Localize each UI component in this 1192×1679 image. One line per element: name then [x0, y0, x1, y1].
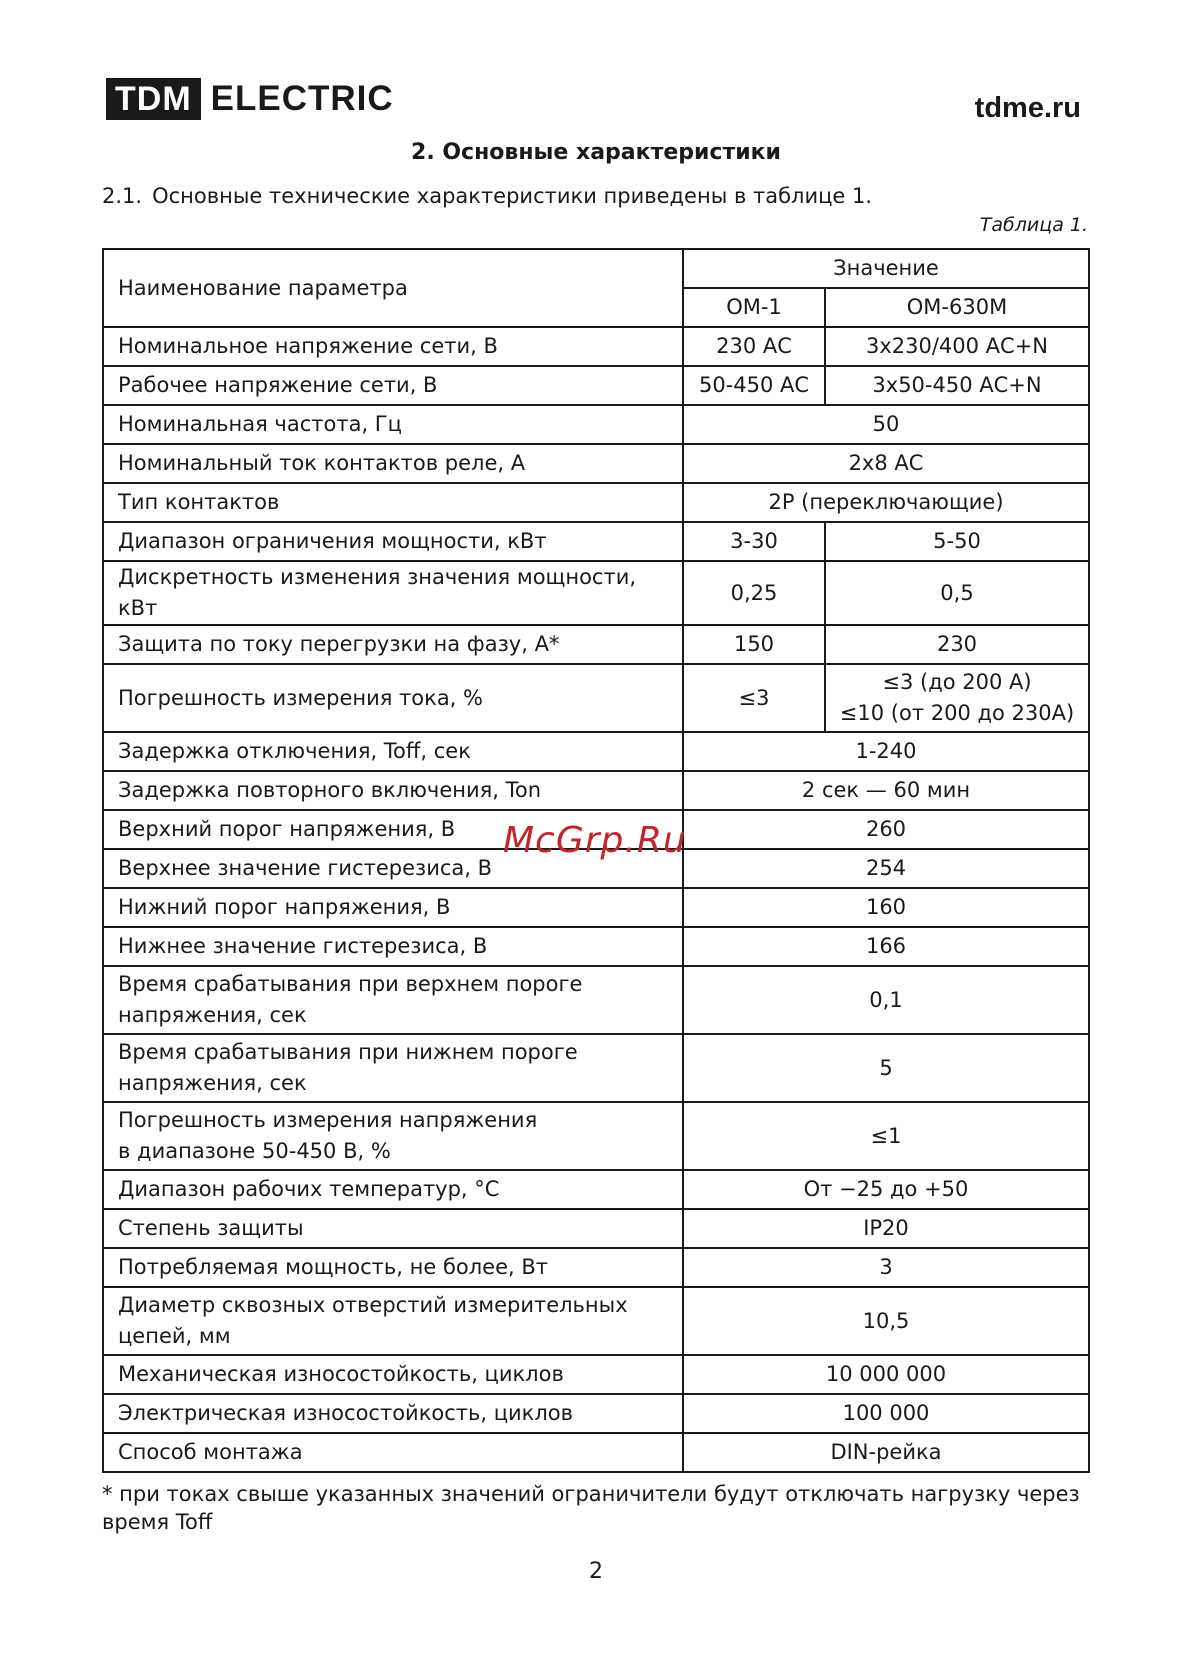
value-cell-om630m: 3х230/400 АС+N [825, 327, 1089, 366]
value-cell-om630m: 3х50-450 АС+N [825, 366, 1089, 405]
header-model-om1: ОМ-1 [683, 288, 825, 327]
value-cell-shared: 1-240 [683, 732, 1089, 771]
param-cell: Задержка повторного включения, Ton [103, 771, 683, 810]
intro-text: Основные технические характеристики приведены в таблице 1. [152, 184, 873, 208]
table-row [103, 1102, 1089, 1170]
param-cell: Задержка отключения, Toff, сек [103, 732, 683, 771]
param-cell: Механическая износостойкость, циклов [103, 1355, 683, 1394]
table-row [103, 1355, 1089, 1394]
table-row [103, 483, 1089, 522]
value-cell-shared: 2Р (переключающие) [683, 483, 1089, 522]
param-cell: Верхний порог напряжения, В [103, 810, 683, 849]
value-cell-shared: 160 [683, 888, 1089, 927]
param-line: Время срабатывания при нижнем пороге [118, 1040, 578, 1064]
table-row [103, 522, 1089, 561]
value-cell-om630m: 230 [825, 625, 1089, 664]
value-cell-om630m: 5-50 [825, 522, 1089, 561]
table-row [103, 366, 1089, 405]
table-row [103, 927, 1089, 966]
param-cell: Диапазон ограничения мощности, кВт [103, 522, 683, 561]
table-row [103, 1394, 1089, 1433]
param-cell: Степень защиты [103, 1209, 683, 1248]
value-cell-shared: 5 [683, 1034, 1089, 1102]
param-cell: Верхнее значение гистерезиса, В [103, 849, 683, 888]
table-caption: Таблица 1. [979, 214, 1088, 236]
value-cell-om1: 230 АС [683, 327, 825, 366]
table-row [103, 1034, 1089, 1102]
param-line: Погрешность измерения напряжения [118, 1108, 538, 1132]
table-row [103, 1170, 1089, 1209]
param-cell [103, 1102, 683, 1170]
site-url[interactable]: tdme.ru [974, 92, 1081, 124]
param-line: напряжения, сек [118, 1003, 307, 1027]
param-cell: Нижнее значение гистерезиса, В [103, 927, 683, 966]
value-cell-shared: IP20 [683, 1209, 1089, 1248]
value-cell-om1: 50-450 АС [683, 366, 825, 405]
param-cell: Номинальное напряжение сети, В [103, 327, 683, 366]
value-cell-shared: 100 000 [683, 1394, 1089, 1433]
section-title: 2. Основные характеристики [411, 140, 781, 165]
header-value: Значение [683, 249, 1089, 288]
value-cell-shared: 2 сек — 60 мин [683, 771, 1089, 810]
tdm-electric-logo [106, 78, 394, 120]
table-row [103, 625, 1089, 664]
value-cell-shared: 260 [683, 810, 1089, 849]
value-cell-shared: 3 [683, 1248, 1089, 1287]
param-cell [103, 1034, 683, 1102]
value-cell-shared: 2х8 АС [683, 444, 1089, 483]
value-cell-shared: 254 [683, 849, 1089, 888]
value-cell-shared: 0,1 [683, 966, 1089, 1034]
value-cell-shared: 10 000 000 [683, 1355, 1089, 1394]
value-cell-om1: 0,25 [683, 561, 825, 625]
param-line: Время срабатывания при верхнем пороге [118, 972, 583, 996]
table-row [103, 405, 1089, 444]
param-line: в диапазоне 50-450 В, % [118, 1139, 391, 1163]
param-line: Диаметр сквозных отверстий измерительных [118, 1293, 628, 1317]
value-line: ≤3 (до 200 А) [882, 670, 1032, 694]
table-row [103, 327, 1089, 366]
value-cell-om630m [825, 664, 1089, 732]
value-cell-shared: DIN-рейка [683, 1433, 1089, 1472]
value-cell-om630m: 0,5 [825, 561, 1089, 625]
table-row [103, 1248, 1089, 1287]
table-row [103, 444, 1089, 483]
table-row [103, 771, 1089, 810]
param-cell: Рабочее напряжение сети, В [103, 366, 683, 405]
table-row [103, 664, 1089, 732]
table-row [103, 1433, 1089, 1472]
param-cell: Погрешность измерения тока, % [103, 664, 683, 732]
watermark: McGrp.Ru [503, 820, 687, 861]
table-row [103, 561, 1089, 625]
header-model-om630m: ОМ-630М [825, 288, 1089, 327]
param-line: цепей, мм [118, 1324, 231, 1348]
param-cell [103, 966, 683, 1034]
param-line: напряжения, сек [118, 1071, 307, 1095]
intro-number: 2.1. [102, 184, 143, 208]
param-cell: Тип контактов [103, 483, 683, 522]
value-cell-om1: ≤3 [683, 664, 825, 732]
table-row [103, 732, 1089, 771]
intro-paragraph [102, 184, 872, 208]
header-param: Наименование параметра [103, 249, 683, 327]
value-cell-shared: От −25 до +50 [683, 1170, 1089, 1209]
value-cell-om1: 3-30 [683, 522, 825, 561]
page-number: 2 [589, 1559, 603, 1584]
param-cell: Электрическая износостойкость, циклов [103, 1394, 683, 1433]
param-cell: Номинальная частота, Гц [103, 405, 683, 444]
param-cell: Номинальный ток контактов реле, А [103, 444, 683, 483]
logo-text: ELECTRIC [210, 79, 394, 118]
param-cell: Потребляемая мощность, не более, Вт [103, 1248, 683, 1287]
table-row [103, 966, 1089, 1034]
table-row [103, 1209, 1089, 1248]
value-cell-shared: 10,5 [683, 1287, 1089, 1355]
table-header-row [103, 249, 1089, 288]
footnote: * при токах свыше указанных значений ограничители будут отключать нагрузку через время Toff [102, 1482, 1080, 1534]
table-row [103, 1287, 1089, 1355]
param-cell: Диапазон рабочих температур, °С [103, 1170, 683, 1209]
table-row [103, 888, 1089, 927]
value-cell-shared: ≤1 [683, 1102, 1089, 1170]
param-cell: Дискретность изменения значения мощности, кВт [103, 561, 683, 625]
param-cell: Способ монтажа [103, 1433, 683, 1472]
value-cell-om1: 150 [683, 625, 825, 664]
value-cell-shared: 50 [683, 405, 1089, 444]
logo-box: TDM [106, 78, 201, 120]
param-cell: Защита по току перегрузки на фазу, А* [103, 625, 683, 664]
param-cell [103, 1287, 683, 1355]
value-line: ≤10 (от 200 до 230А) [839, 701, 1075, 725]
param-cell: Нижний порог напряжения, В [103, 888, 683, 927]
value-cell-shared: 166 [683, 927, 1089, 966]
